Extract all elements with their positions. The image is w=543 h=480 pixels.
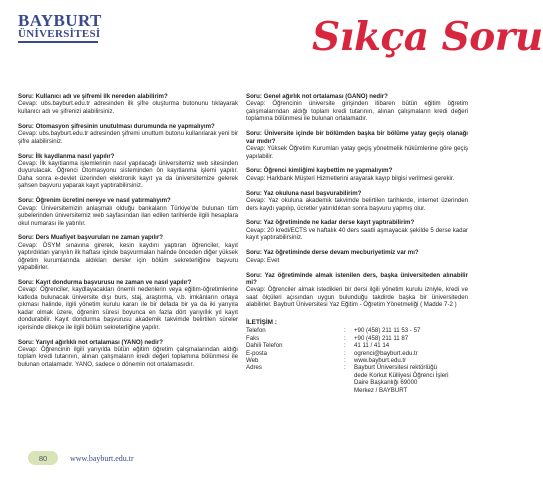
faq-question: Soru: Yaz öğretiminde almak istenilen ders, başka üniversiteden alınabilir mi? — [246, 271, 468, 286]
contact-row-address — [246, 364, 468, 371]
faq-answer: Cevap: Öğrencinin ilgili yarıyılda bütün eğitim öğretim çalışmalarından aldığı toplam kredi tutarının, alınan çalışmaların kredi değeri toplamına bölünmesi ile bulunan ortalamadır. YANO, sadece o dönemin not ortalamasıdır. — [18, 346, 238, 368]
faq-question: Soru: Öğrenim ücretini nereye ve nasıl yatırmalıyım? — [18, 197, 171, 205]
contact-row-fax — [246, 335, 468, 342]
faq-question: Soru: Genel ağırlık not ortalaması (GANO) nedir? — [246, 93, 388, 100]
faq-item — [246, 219, 468, 241]
contact-label — [246, 387, 344, 394]
faq-item — [18, 279, 238, 331]
faq-answer: Cevap: Öğrencinin üniversite girişinden itibaren bütün eğitim öğretim çalışmalarından aldığı toplam kredi tutarının, alınan çalışmaların kredi değeri toplamına bölünmesi ile bulunan ortalamadır. — [246, 100, 468, 123]
contact-separator-blank — [344, 379, 354, 386]
university-logo — [18, 13, 102, 43]
contact-value: +90 (458) 211 11 53 - 57 — [354, 327, 421, 335]
faq-answer: Cevap: Yüksek Öğretim Kurumları yatay geçiş yönetmelik hükümlerine göre geçiş yapılabilir. — [246, 145, 468, 160]
faq-question: Soru: Kullanıcı adı ve şifremi ilk nereden alabilirim? — [18, 93, 168, 100]
contact-row-phone — [246, 327, 468, 334]
faq-answer: Cevap: İlk kayıtlanma işlemlerinin nasıl yapılacağı üniversitemiz web sitesinden duyurulacak. Öğrenci Otomasyonu sisteminden ön kayıtlanma işlemi yapılır. Daha sonra e-devlet üzerinden elektronik kayıt ya da üniversitemize gelerek şahsen başvuru yaparak kayıt yaptırabilirsiniz. — [18, 159, 238, 190]
faq-answer: Cevap: ubs.bayburt.edu.tr adresinden ilk şifre oluşturma butonunu tıklayarak kullanıcı adı ve şifrenizi alabilirsiniz. — [18, 100, 238, 115]
contact-row-address-line — [246, 372, 468, 379]
contact-label: Web — [246, 357, 259, 365]
right-faq-column — [246, 93, 468, 394]
contact-email-link[interactable]: ogrenci@bayburt.edu.tr — [354, 349, 418, 357]
contact-value: 41 11 / 41 14 — [354, 342, 390, 350]
contact-row-email — [246, 350, 468, 357]
contact-separator: : — [344, 327, 346, 335]
contact-value: Bayburt Üniversitesi rektörlüğü — [354, 364, 437, 372]
logo-underline — [18, 41, 98, 43]
left-faq-column — [18, 93, 238, 376]
faq-question: Soru: Yaz öğretiminde derse devam mecburiyetimiz var mı? — [246, 249, 419, 257]
faq-question: Soru: Kayıt dondurma başvurusu ne zaman ve nasıl yapılır? — [18, 279, 192, 287]
faq-item — [18, 123, 238, 145]
contact-label: Telefon — [246, 327, 266, 335]
faq-question: Soru: İlk kaydlanma nasıl yapılır? — [18, 152, 115, 160]
page-number: 80 — [28, 451, 58, 465]
footer-website-link[interactable]: www.bayburt.edu.tr — [70, 453, 134, 463]
contact-label: E-posta — [246, 349, 268, 357]
contact-separator-blank — [344, 372, 354, 379]
faq-question: Soru: Yaz öğretiminde ne kadar derse kayıt yaptırabilirim? — [246, 219, 415, 227]
page-footer — [28, 451, 134, 465]
contact-value: Daire Başkanlığı 69000 — [354, 379, 418, 387]
contact-separator: : — [344, 364, 346, 372]
contact-label: Dahili Telefon — [246, 342, 283, 350]
contact-row-address-line — [246, 379, 468, 386]
faq-item — [246, 93, 468, 123]
faq-answer: Cevap: Öğrenciler almak istedikleri bir dersi ilgili yönetim kurulu izniyle, kredi ve saat ölçüleri açısından uygun bulunduğu takdirde başka bir üniversiteden alabilirler. Bayburt Üniversitesi Yaz Eğitim - Öğretim Yönetmeliği ( Madde 7-2 ) — [246, 286, 468, 309]
contact-label — [246, 379, 344, 386]
contact-title: İLETİŞİM : — [246, 318, 277, 326]
faq-question: Soru: Yaz okuluna nasıl başvurabilirim? — [246, 189, 362, 197]
contact-row-address-line — [246, 387, 468, 394]
faq-item — [246, 167, 468, 182]
faq-item — [18, 93, 238, 115]
faq-question: Soru: Ders Muafiyet başvuruları ne zaman yapılır? — [18, 234, 163, 242]
faq-item — [18, 197, 238, 227]
faq-answer: Cevap: Harkbank Müşteri Hizmetlerini arayarak kayıp bilgisi verilmesi gerekir. — [246, 174, 455, 182]
faq-answer: Cevap: Evet — [246, 256, 280, 264]
faq-item — [18, 153, 238, 190]
contact-row-extension — [246, 342, 468, 349]
contact-value: Merkez / BAYBURT — [354, 386, 408, 394]
contact-label: Adres — [246, 364, 262, 372]
faq-answer: Cevap: Yaz okuluna akademik takvimde belirtilen tarihlerde, internet üzerinden ders kaydı yapılıp, ücretler yatırıldıktan sonra başvuru yapmış olur. — [246, 197, 468, 212]
faq-question: Soru: Otomasyon şifresinin unutulması durumunda ne yapmalıyım? — [18, 122, 215, 130]
contact-value: dede Korkut Külliyesi Öğrenci İşleri — [354, 371, 449, 379]
contact-separator: : — [344, 357, 346, 365]
faq-question: Soru: Öğrenci kimliğimi kaybettim ne yapmalıyım? — [246, 167, 393, 175]
contact-value: +90 (458) 211 11 87 — [354, 334, 409, 342]
faq-item — [18, 339, 238, 369]
contact-separator: : — [344, 349, 346, 357]
contact-row-web — [246, 357, 468, 364]
faq-item — [246, 130, 468, 160]
faq-item — [246, 249, 468, 264]
faq-answer: Cevap: Öğrenciler, kaydlayacakları önemli nedenlerin veya eğitim-öğretimlerine katkıda bulunacak üniversite dışı burs, staj, araştırma, v.b. imkânların ortaya çıkması halinde, ilgili yönetim kurulu kararı ile bir defada bir ya da iki yarıyıla kadar olmak üzere, öğrenim süresi boyunca en fazla dört yarıyıllık yıl kayıt dondurabilir. Kayıt dondurma başvurusu akademik takvimde belirtilen süreler içerisinde dilekçe ile ilgili bölüm sekreterliğine yapılır. — [18, 286, 238, 331]
faq-answer: Cevap: 20 kredi/ECTS ve haftalık 40 ders saatli aşmayacak şekilde 5 derse kadar kayıt yaptırabilirsiniz. — [246, 226, 468, 242]
contact-separator-blank — [344, 387, 354, 394]
page-title: Sıkça Soru — [312, 14, 543, 60]
faq-answer: Cevap: Üniversitemizin anlaşmalı olduğu bankaların Türkiye'de bulunan tüm şubelerinden üniversitemiz web sayfasından ilan edilen tarihlerde ilgili hesaplara okul numarası ile yatırılır. — [18, 204, 238, 227]
faq-item — [246, 190, 468, 212]
faq-question: Soru: Üniversite içinde bir bölümden başka bir bölüme yatay geçiş olanağı var mıdır? — [246, 130, 468, 145]
faq-answer: Cevap: ubs.bayburt.edu.tr adresinden şifremi unuttum butonu kullanılarak yeni bir şifre alabilirsiniz. — [18, 130, 238, 145]
logo-name: BAYBURT — [18, 11, 102, 30]
contact-separator: : — [344, 334, 346, 342]
faq-item — [246, 272, 468, 309]
contact-label — [246, 372, 344, 379]
faq-answer: Cevap: ÖSYM sınavına girerek, kesin kaydını yaptıran öğrenciler, kayıt yaptırdıkları yarıyılın ilk haftası içinde başvurmaları halinde önceden diğer yüksek öğretim kurumlarında aldıkları dersler için bölüm sekreterliğine başvuru yapabilirler. — [18, 241, 238, 272]
contact-label: Faks — [246, 334, 260, 342]
faq-question: Soru: Yarıyıl ağırlıklı not ortalaması (YANO) nedir? — [18, 338, 163, 346]
faq-item — [18, 234, 238, 271]
contact-web-link[interactable]: www.bayburt.edu.tr — [354, 357, 407, 365]
contact-separator: : — [344, 342, 346, 350]
logo-subtitle: ÜNİVERSİTESİ — [18, 28, 101, 40]
